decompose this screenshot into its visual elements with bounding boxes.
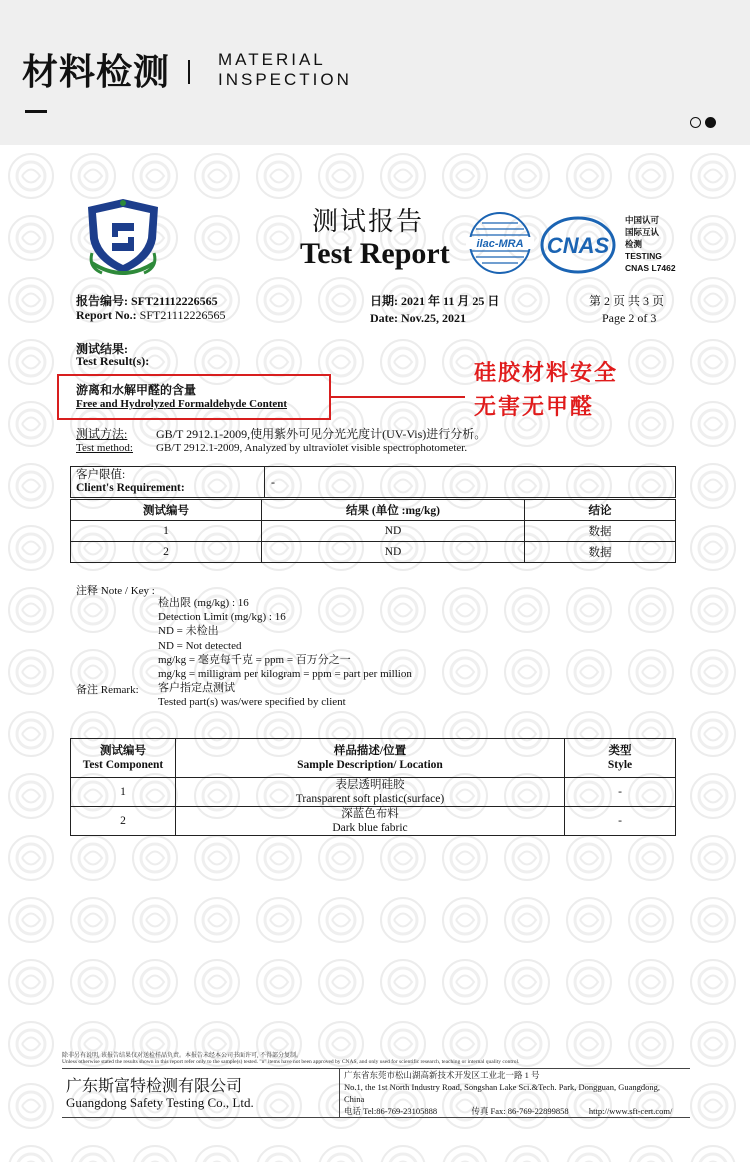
address-en2: China bbox=[344, 1094, 365, 1104]
sample-header-cn: 样品描述/位置 bbox=[333, 745, 407, 757]
sample-table bbox=[70, 738, 676, 836]
table-row bbox=[71, 521, 676, 542]
sft-shield-logo bbox=[78, 193, 168, 279]
banner-title-en-line1: MATERIAL bbox=[218, 50, 326, 69]
page-info-en: Page 2 of 3 bbox=[602, 311, 657, 325]
sample-header-cn: 类型 bbox=[608, 745, 632, 757]
footer-disclaimer-cn: 除非另有说明, 该报告结果仅对送检样品负责。本报告未经本公司书面许可, 不得部分复制。 bbox=[62, 1053, 303, 1059]
sample-header-en: Test Component bbox=[82, 759, 164, 771]
footer-divider bbox=[339, 1069, 340, 1117]
notes-label: 注释 Note / Key : bbox=[76, 585, 155, 597]
company-name-cn: 广东斯富特检测有限公司 bbox=[66, 1076, 243, 1095]
banner-title-cn: 材料检测 bbox=[22, 52, 171, 93]
callout-line1: 硅胶材料安全 bbox=[474, 361, 619, 386]
results-cell: ND bbox=[262, 542, 525, 563]
fax: 传真 Fax: 86-769-22899858 bbox=[471, 1106, 569, 1116]
sample-header-en: Sample Description/ Location bbox=[297, 759, 443, 771]
sample-header-cell bbox=[565, 739, 676, 778]
callout-text bbox=[474, 357, 618, 425]
report-title-cn: 测试报告 bbox=[312, 207, 425, 237]
sample-header-row bbox=[71, 739, 676, 778]
test-item-cn: 游离和水解甲醛的含量 bbox=[76, 383, 197, 397]
cnas-side-line: 中国认可 bbox=[625, 215, 660, 225]
sample-header-cell bbox=[176, 739, 565, 778]
results-table bbox=[70, 499, 676, 563]
sample-style: - bbox=[565, 807, 676, 836]
report-date-en: Date: Nov.25, 2021 bbox=[370, 311, 466, 325]
sample-id: 1 bbox=[71, 778, 176, 807]
table-row bbox=[71, 778, 676, 807]
report-document bbox=[0, 145, 750, 1162]
results-cell: 2 bbox=[71, 542, 262, 563]
contact-line bbox=[344, 1105, 672, 1117]
company-name-en: Guangdong Safety Testing Co., Ltd. bbox=[66, 1095, 254, 1110]
results-cell: ND bbox=[262, 521, 525, 542]
sample-id: 2 bbox=[71, 807, 176, 836]
sample-desc bbox=[176, 778, 565, 807]
sample-desc-cn: 表层透明硅胶 bbox=[335, 779, 405, 791]
requirement-label-cn: 客户限值: bbox=[76, 469, 126, 481]
banner-dash bbox=[25, 110, 47, 113]
phone: 电话 Tel:86-769-23105888 bbox=[344, 1106, 438, 1116]
footer-rule-bottom bbox=[62, 1117, 690, 1118]
sample-header-cn: 测试编号 bbox=[100, 745, 146, 757]
remark-label: 备注 Remark: bbox=[76, 684, 139, 696]
ilac-text: ilac-MRA bbox=[476, 238, 524, 250]
sample-header-cell bbox=[71, 739, 176, 778]
sample-style: - bbox=[565, 778, 676, 807]
sample-desc-en: Dark blue fabric bbox=[332, 822, 408, 834]
method-cn-label: 测试方法: bbox=[76, 427, 128, 441]
banner-title-en bbox=[218, 50, 352, 90]
banner-divider bbox=[188, 60, 190, 84]
notes-lines bbox=[158, 596, 412, 681]
results-header-cell: 结论 bbox=[525, 500, 676, 521]
method-cn-text: GB/T 2912.1-2009,使用紫外可见分光光度计(UV-Vis)进行分析。 bbox=[156, 427, 487, 441]
cnas-side-line: TESTING bbox=[625, 251, 662, 261]
cnas-logo bbox=[540, 215, 620, 275]
report-no-label: Report No.: bbox=[76, 308, 137, 322]
results-cell: 数据 bbox=[525, 542, 676, 563]
sample-desc-cn: 深蓝色布料 bbox=[341, 808, 399, 820]
requirement-label-en: Client's Requirement: bbox=[76, 482, 185, 494]
report-no-value: SFT21112226565 bbox=[139, 308, 226, 322]
page-dot-inactive[interactable] bbox=[690, 117, 701, 128]
report-title-en: Test Report bbox=[300, 237, 450, 270]
cnas-side-line: CNAS L7462 bbox=[625, 263, 676, 273]
header-banner bbox=[0, 0, 750, 145]
callout-connector bbox=[329, 396, 465, 398]
results-header-cell: 结果 (单位 :mg/kg) bbox=[262, 500, 525, 521]
method-cn bbox=[76, 425, 486, 442]
note-line: mg/kg = milligram per kilogram = ppm = part per million bbox=[158, 668, 412, 681]
ilac-mra-logo bbox=[462, 209, 538, 279]
results-cell: 1 bbox=[71, 521, 262, 542]
note-line: 检出限 (mg/kg) : 16 bbox=[158, 597, 249, 609]
sample-desc bbox=[176, 807, 565, 836]
address-cn: 广东省东莞市松山湖高新技术开发区工业北一路 1 号 bbox=[344, 1070, 540, 1080]
result-heading-cn: 测试结果: bbox=[76, 342, 128, 356]
website-link[interactable]: http://www.sft-cert.com/ bbox=[588, 1106, 673, 1116]
page-info-cn: 第 2 页 共 3 页 bbox=[589, 294, 665, 308]
remark-line: Tested part(s) was/were specified by client bbox=[158, 696, 346, 709]
test-item-en: Free and Hydrolyzed Formaldehyde Content bbox=[76, 398, 288, 410]
method-en-label: Test method: bbox=[76, 442, 133, 454]
remark-lines bbox=[158, 681, 346, 709]
address-en: No.1, the 1st North Industry Road, Songshan Lake Sci.&Tech. Park, Dongguan, Guangdong, bbox=[344, 1082, 660, 1092]
sample-header-en: Style bbox=[607, 759, 633, 771]
cnas-side-text bbox=[625, 214, 676, 274]
remark-line: 客户指定点测试 bbox=[158, 682, 235, 694]
method-en-text: GB/T 2912.1-2009, Analyzed by ultraviolet visible spectrophotometer. bbox=[156, 442, 468, 454]
note-line: mg/kg = 毫克每千克 = ppm = 百万分之一 bbox=[158, 653, 351, 666]
table-row bbox=[71, 542, 676, 563]
report-no-en bbox=[76, 308, 225, 323]
page-dot-active[interactable] bbox=[705, 117, 716, 128]
footer-disclaimer-en: Unless otherwise stated the results shown in this report refer only to the sample(s) tested. "n" items have not been approved by CNAS, and only used for scientific research, teaching or internal quality control. bbox=[62, 1059, 520, 1065]
callout-line2: 无害无甲醛 bbox=[474, 395, 595, 420]
requirement-value: - bbox=[265, 467, 676, 498]
banner-title-en-line2: INSPECTION bbox=[218, 70, 352, 89]
requirement-label-cell bbox=[71, 467, 265, 498]
results-header-cell: 测试编号 bbox=[71, 500, 262, 521]
report-date-cn: 日期: 2021 年 11 月 25 日 bbox=[370, 294, 500, 308]
cnas-side-line: 国际互认 bbox=[625, 227, 660, 237]
result-heading-en: Test Result(s): bbox=[76, 354, 150, 368]
method-en bbox=[76, 442, 467, 454]
report-no-cn: 报告编号: SFT21112226565 bbox=[76, 294, 218, 308]
results-header-row bbox=[71, 500, 676, 521]
results-cell: 数据 bbox=[525, 521, 676, 542]
cnas-side-line: 检测 bbox=[625, 239, 643, 249]
table-row bbox=[71, 807, 676, 836]
note-line: ND = Not detected bbox=[158, 639, 242, 652]
requirement-table bbox=[70, 466, 676, 498]
company-address bbox=[344, 1069, 672, 1117]
sample-desc-en: Transparent soft plastic(surface) bbox=[295, 793, 445, 805]
note-line: Detection Limit (mg/kg) : 16 bbox=[158, 611, 286, 624]
cnas-text: CNAS bbox=[546, 233, 610, 258]
pagination-dots bbox=[690, 113, 720, 131]
note-line: ND = 未检出 bbox=[158, 625, 219, 638]
